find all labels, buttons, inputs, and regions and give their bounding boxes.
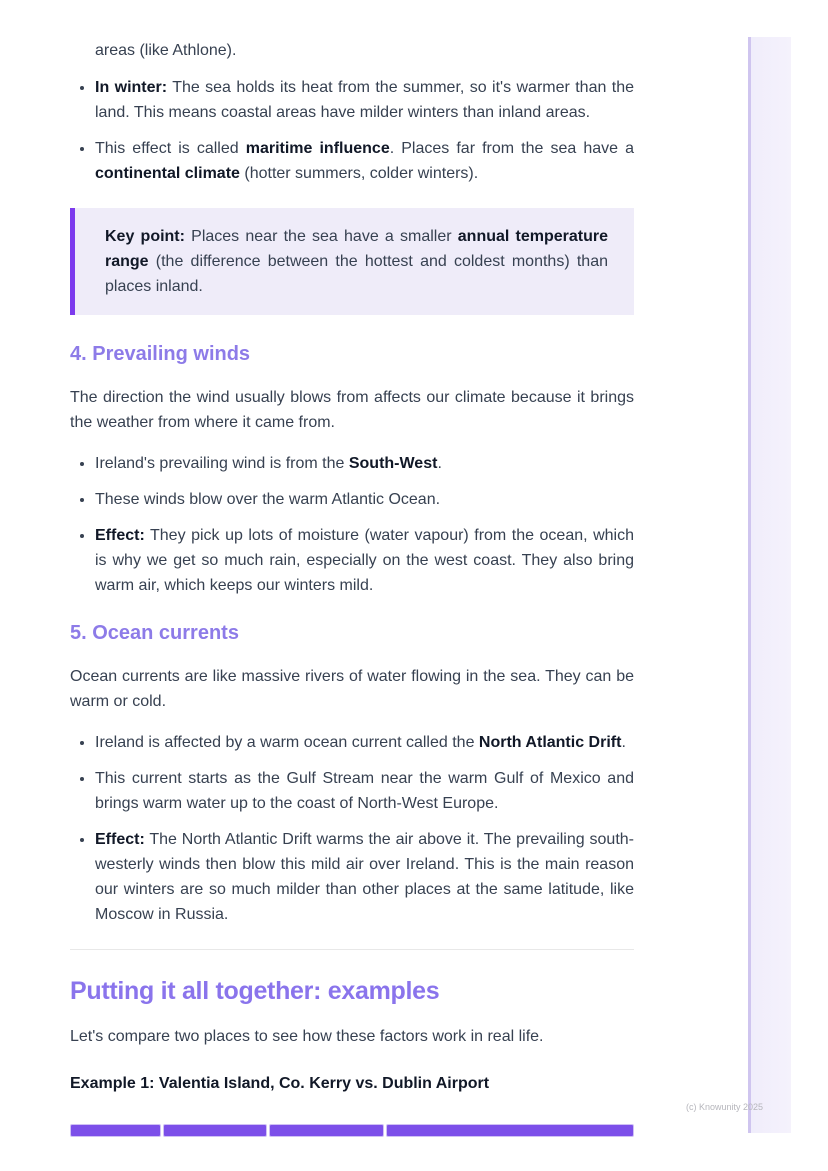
section5-intro: Ocean currents are like massive rivers of water flowing in the sea. They can be warm or cold. [70,668,634,710]
keypoint-text: Key point: Places near the sea have a smaller annual temperature range (the difference between the hottest and coldest months) than places inland. [105,228,608,295]
list-item: • Ireland's prevailing wind is from the South-West. [95,451,634,476]
list-item: • Ireland is affected by a warm ocean current called the North Atlantic Drift. [95,730,634,755]
keypoint-callout [70,208,634,315]
maritime-bullet-list [70,75,634,186]
section-heading-ocean-currents: 5. Ocean currents [70,622,239,644]
list-item: • This current starts as the Gulf Stream near the warm Gulf of Mexico and brings warm water up to the coast of North-West Europe. [95,766,634,816]
page-edge-stripe [748,37,791,1133]
example1-title: Example 1: Valentia Island, Co. Kerry vs. Dublin Airport [70,1075,490,1092]
list-item: • In winter: The sea holds its heat from the summer, so it's warmer than the land. This means coastal areas have milder winters than inland areas. [95,75,634,125]
section4-intro: The direction the wind usually blows from affects our climate because it brings the weather from where it came from. [70,389,634,431]
list-item: • These winds blow over the warm Atlantic Ocean. [95,487,634,512]
document-page [70,0,634,1137]
table-header-cell [70,1124,161,1137]
table-header-cell [163,1124,267,1137]
list-item: • This effect is called maritime influence. Places far from the sea have a continental climate (hotter summers, colder winters). [95,136,634,186]
page-title-examples: Putting it all together: examples [70,977,440,1005]
examples-intro: Let's compare two places to see how these factors work in real life. [70,1028,544,1045]
table-header-cell [269,1124,384,1137]
continuation-text: areas (like Athlone). [95,42,237,59]
comparison-table-header-row [70,1124,634,1137]
list-item: • Effect: The North Atlantic Drift warms the air above it. The prevailing south-westerly winds then blow this mild air over Ireland. This is the main reason our winters are so much milder than other places at the same latitude, like Moscow in Russia. [95,827,634,927]
section-heading-prevailing-winds: 4. Prevailing winds [70,343,251,365]
section5-bullet-list [70,730,634,927]
section4-bullet-list [70,451,634,598]
section-divider [70,949,634,950]
list-item: • Effect: They pick up lots of moisture (water vapour) from the ocean, which is why we get so much rain, especially on the west coast. They also bring warm air, which keeps our winters mild. [95,523,634,598]
table-header-cell [386,1124,634,1137]
copyright-watermark: (c) Knowunity 2025 [686,1102,764,1112]
